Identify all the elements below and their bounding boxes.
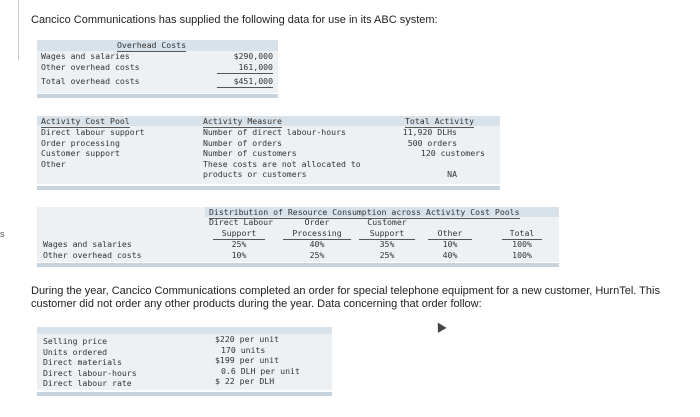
activity-pool-table (37, 116, 500, 184)
col-total: Total (502, 228, 542, 240)
pool-measure: Number of customers (203, 148, 297, 158)
order-label: Direct labour-hours (43, 367, 137, 378)
intro-text: Cancico Communications has supplied the following data for use in its ABC system: (31, 14, 438, 26)
dist-value: 35% (379, 239, 395, 249)
divider (37, 392, 332, 396)
order-table (37, 327, 332, 390)
order-value: 0.6 DLH per unit (221, 365, 300, 376)
order-value: $ 22 per DLH (215, 376, 275, 386)
order-value: 170 units (221, 344, 266, 355)
order-value: $220 per unit (215, 334, 280, 344)
col-direct-labour: Direct Labour (208, 217, 274, 227)
left-border (0, 0, 19, 60)
cursor-icon (433, 320, 446, 333)
order-label: Selling price (43, 336, 108, 346)
pool-measure: These costs are not allocated to (203, 158, 361, 169)
col-processing: Processing (283, 228, 351, 240)
dist-value: 25% (231, 239, 247, 249)
dist-value: 100% (512, 249, 532, 260)
measure-header: Activity Measure (203, 116, 282, 126)
overhead-table (37, 40, 278, 93)
dist-value: 25% (309, 249, 325, 260)
divider (37, 186, 500, 190)
pool-total: NA (447, 169, 457, 179)
col-support: Support (213, 228, 265, 240)
pool-measure: products or customers (203, 169, 307, 179)
overhead-row-label: Other overhead costs (41, 62, 140, 72)
dist-value: 40% (309, 239, 325, 249)
pool-total: 11,920 DLHs (402, 127, 457, 137)
col-support: Support (359, 228, 415, 240)
pool-name: Direct labour support (41, 127, 145, 137)
pool-measure: Number of direct labour-hours (203, 127, 346, 137)
pool-total: 500 orders (407, 137, 457, 148)
overhead-row-value: $290,000 (233, 51, 273, 61)
order-label: Units ordered (43, 346, 108, 357)
dist-value: 100% (512, 239, 532, 249)
dist-value: 25% (379, 249, 395, 260)
total-activity-header: Total Activity (405, 116, 475, 126)
order-value: $199 per unit (215, 355, 280, 365)
distribution-title: Distribution of Resource Consumption across Activity Cost Pools (209, 207, 520, 217)
pool-name: Order processing (41, 137, 120, 148)
pool-measure: Number of orders (203, 137, 282, 148)
overhead-row-label: Wages and salaries (41, 51, 130, 61)
order-label: Direct labour rate (43, 378, 132, 388)
dist-row-label: Wages and salaries (43, 239, 132, 249)
divider (37, 94, 278, 98)
col-customer: Customer (367, 217, 407, 227)
pool-name: Customer support (41, 148, 120, 158)
pool-total: 120 customers (420, 148, 485, 158)
overhead-row-value: $451,000 (217, 76, 273, 88)
overhead-header: Overhead Costs (117, 40, 187, 50)
pool-header: Activity Cost Pool (41, 116, 130, 126)
overhead-row-label: Total overhead costs (41, 76, 140, 86)
order-paragraph: During the year, Cancico Communications completed an order for special telephone equipment for a new customer, HurnTel. This customer did not order any other products during the year. Data concerning that order follow: (31, 285, 660, 310)
col-order: Order (304, 217, 330, 227)
side-mark: s (0, 229, 5, 239)
dist-value: 10% (231, 249, 247, 260)
dist-value: 40% (442, 249, 458, 260)
order-label: Direct materials (43, 357, 122, 367)
overhead-row-value: 161,000 (217, 62, 273, 74)
dist-value: 10% (442, 239, 458, 249)
col-other: Other (428, 228, 472, 240)
dist-row-label: Other overhead costs (43, 249, 142, 260)
pool-name: Other (41, 158, 66, 169)
divider (37, 263, 559, 267)
distribution-table (37, 207, 559, 262)
